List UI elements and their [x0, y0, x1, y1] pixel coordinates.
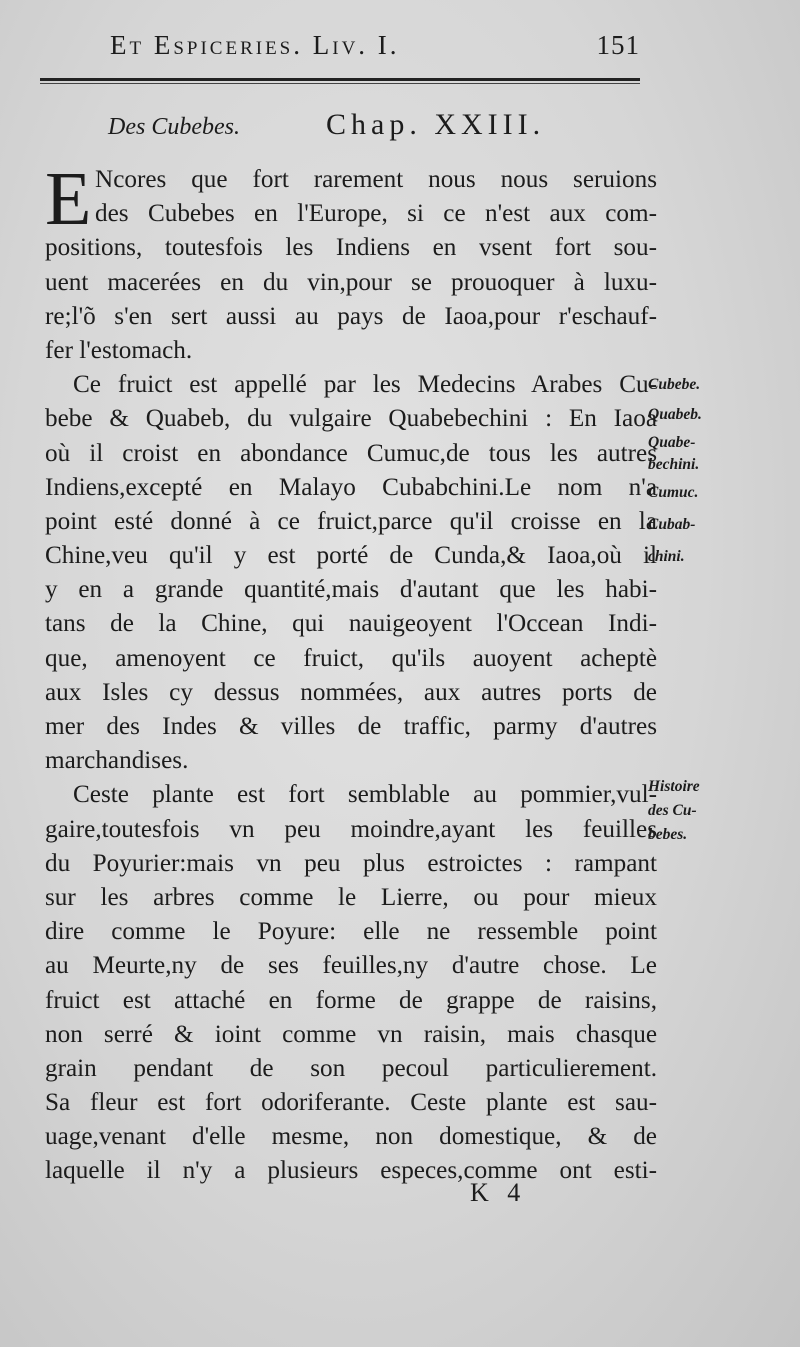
text-line: Indiens,excepté en Malayo Cubabchini.Le nom n'a: [45, 473, 657, 501]
text-line: du Poyurier:mais vn peu plus estroictes : rampant: [45, 849, 657, 877]
drop-cap: E: [45, 157, 92, 241]
paragraph-3: [45, 778, 657, 1188]
text-line: point esté donné à ce fruict,parce qu'il croisse en la: [45, 507, 657, 535]
text-line: Ce fruict est appellé par les Medecins Arabes Cu-: [73, 371, 657, 399]
chapter-subject: Des Cubebes.: [108, 114, 240, 140]
text-line: marchandises.: [45, 747, 189, 775]
margin-note: Cubab-: [648, 516, 696, 533]
margin-note: Quabe-: [648, 434, 696, 451]
text-line: où il croist en abondance Cumuc,de tous les autres: [45, 439, 657, 467]
text-line: Ceste plante est fort semblable au pommier,vul-: [73, 781, 657, 809]
text-line: fruict est attaché en forme de grappe de raisins,: [45, 986, 657, 1014]
text-line: aux Isles cy dessus nommées, aux autres ports de: [45, 678, 657, 706]
signature-mark: K 4: [470, 1178, 527, 1207]
margin-note: Quabeb.: [648, 406, 702, 423]
text-line: grain pendant de son pecoul particulierement.: [45, 1054, 657, 1082]
margin-note: bebes.: [648, 826, 688, 843]
paragraph-2: [45, 368, 657, 778]
text-line: laquelle il n'y a plusieurs especes,comme ont esti-: [45, 1157, 657, 1185]
text-line: y en a grande quantité,mais d'autant que les habi-: [45, 576, 657, 604]
text-line: que, amenoyent ce fruict, qu'ils auoyent acheptè: [45, 644, 657, 672]
text-line: sur les arbres comme le Lierre, ou pour mieux: [45, 883, 657, 911]
margin-note: chini.: [648, 548, 685, 565]
text-line: Chine,veu qu'il y est porté de Cunda,& Iaoa,où il: [45, 542, 657, 570]
text-line: uent macerées en du vin,pour se prouoquer à luxu-: [45, 268, 657, 296]
text-line: tans de la Chine, qui nauigeoyent l'Occean Indi-: [45, 610, 657, 638]
running-head: [110, 30, 640, 70]
running-title: Et Espiceries. Liv. I.: [110, 30, 400, 60]
margin-note: bechini.: [648, 456, 700, 473]
margin-note: Cumuc.: [648, 484, 699, 501]
text-line: fer l'estomach.: [45, 336, 193, 364]
header-rule: [40, 78, 640, 84]
text-line: dire comme le Poyure: elle ne ressemble point: [45, 918, 657, 946]
text-line: mer des Indes & villes de traffic, parmy d'autres: [45, 713, 657, 740]
text-line: positions, toutesfois les Indiens en vsent fort sou-: [45, 234, 657, 262]
page-number: 151: [596, 30, 640, 60]
text-line: bebe & Quabeb, du vulgaire Quabebechini : En Iaoa: [45, 405, 657, 433]
text-line: non serré & ioint comme vn raisin, mais chasque: [45, 1020, 657, 1048]
margin-note: Histoire: [648, 778, 700, 795]
text-line: Sa fleur est fort odoriferante. Ceste plante est sau-: [45, 1089, 657, 1117]
chapter-number: Chap. XXIII.: [326, 108, 546, 141]
text-line: uage,venant d'elle mesme, non domestique, & de: [45, 1123, 657, 1151]
paragraph-1: [45, 157, 657, 368]
body-text: [45, 157, 657, 1189]
chapter-heading: [108, 108, 628, 148]
text-line: au Meurte,ny de ses feuilles,ny d'autre chose. Le: [45, 952, 657, 980]
text-line: Ncores que fort rarement nous nous seruions: [95, 166, 657, 193]
text-line: re;l'õ s'en sert aussi au pays de Iaoa,pour r'eschauf-: [45, 302, 657, 330]
text-line: gaire,toutesfois vn peu moindre,ayant les feuilles: [45, 815, 657, 843]
text-line: des Cubebes en l'Europe, si ce n'est aux com-: [95, 200, 657, 228]
margin-note: Cubebe.: [648, 376, 701, 393]
margin-note: des Cu-: [648, 802, 697, 819]
